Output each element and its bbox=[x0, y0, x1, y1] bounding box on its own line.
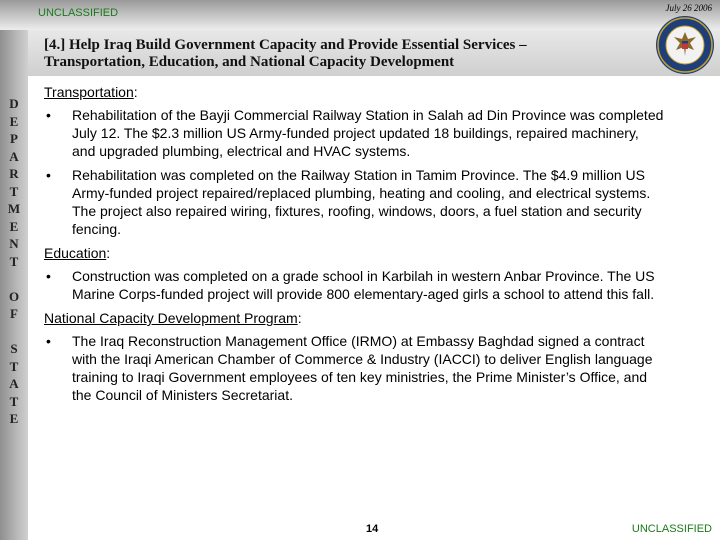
bullet-glyph: • bbox=[46, 268, 51, 284]
slide-body bbox=[44, 83, 664, 410]
bullet-text: The Iraq Reconstruction Management Office (IRMO) at Embassy Baghdad signed a contract with the Iraqi American Chamber of Commerce & Industry (IACCI) to deliver English language training to Iraqi Government employees of ten key ministries, the Prime Minister’s Office, and the Council of Ministers Secretariat. bbox=[72, 333, 653, 403]
sidebar-letter: S bbox=[10, 341, 18, 356]
sidebar-letter bbox=[0, 270, 28, 288]
slide-title bbox=[44, 37, 644, 71]
section-heading-colon: : bbox=[297, 310, 302, 326]
bullet-text: Rehabilitation was completed on the Railway Station in Tamim Province. The $4.9 million US Army-funded project repaired/replaced plumbing, heating and cooling, and electrical systems. The project also repaired wiring, fixtures, roofing, windows, doors, a fuel station and security fencing. bbox=[72, 167, 651, 237]
section-heading-line bbox=[44, 84, 138, 100]
date-label: July 26 2006 bbox=[665, 3, 712, 13]
title-line-1: [4.] Help Iraq Build Government Capacity and Provide Essential Services – bbox=[44, 37, 527, 53]
classification-top: UNCLASSIFIED bbox=[38, 7, 119, 19]
section-heading-line bbox=[44, 245, 110, 261]
section-heading: Education bbox=[44, 245, 107, 261]
sidebar-letter: P bbox=[10, 131, 18, 146]
sidebar-letter: E bbox=[9, 218, 19, 234]
sidebar-department-label bbox=[0, 95, 28, 428]
bullet-item bbox=[44, 166, 664, 238]
bullet-glyph: • bbox=[46, 167, 51, 183]
sidebar-letter: E bbox=[9, 411, 19, 426]
page-number: 14 bbox=[366, 523, 379, 535]
sidebar-letter: T bbox=[9, 393, 19, 409]
sidebar-letter: T bbox=[9, 358, 19, 374]
section-heading-colon: : bbox=[133, 84, 138, 100]
sidebar-letter: E bbox=[9, 113, 19, 129]
section bbox=[44, 309, 664, 404]
section-heading-line bbox=[44, 310, 302, 326]
sidebar-letter: M bbox=[7, 201, 21, 216]
sidebar-letter: R bbox=[9, 166, 19, 181]
classification-bottom: UNCLASSIFIED bbox=[631, 523, 712, 535]
bullet-list bbox=[44, 332, 664, 404]
sidebar-letter: F bbox=[10, 306, 18, 321]
bullet-text: Construction was completed on a grade school in Karbilah in western Anbar Province. The US Marine Corps-funded project will provide 800 elementary-aged girls a school to attend this fall. bbox=[72, 268, 655, 302]
sidebar-letter: D bbox=[9, 96, 19, 111]
bullet-glyph: • bbox=[46, 107, 51, 123]
sidebar-letter: A bbox=[9, 376, 19, 391]
bullet-glyph: • bbox=[46, 333, 51, 349]
sidebar-letter: N bbox=[9, 236, 19, 251]
sidebar-letter: T bbox=[9, 253, 19, 269]
department-of-state-seal-icon bbox=[655, 15, 715, 75]
bullet-item bbox=[44, 267, 664, 303]
bullet-list bbox=[44, 106, 664, 238]
sidebar-letter bbox=[0, 323, 28, 341]
bullet-list bbox=[44, 267, 664, 303]
bullet-item bbox=[44, 106, 664, 160]
bullet-text: Rehabilitation of the Bayji Commercial Railway Station in Salah ad Din Province was completed July 12. The $2.3 million US Army-funded project updated 18 buildings, repaired machinery, and upgraded plumbing, electrical and HVAC systems. bbox=[72, 107, 664, 159]
section bbox=[44, 83, 664, 238]
sidebar-letter: T bbox=[9, 183, 19, 199]
title-line-2: Transportation, Education, and National Capacity Development bbox=[44, 54, 455, 70]
sidebar-letter: A bbox=[9, 148, 19, 164]
section bbox=[44, 244, 664, 303]
section-heading-colon: : bbox=[106, 245, 111, 261]
section-heading: National Capacity Development Program bbox=[44, 310, 298, 326]
sidebar-letter: O bbox=[8, 288, 20, 304]
bullet-item bbox=[44, 332, 664, 404]
section-heading: Transportation bbox=[44, 84, 134, 100]
